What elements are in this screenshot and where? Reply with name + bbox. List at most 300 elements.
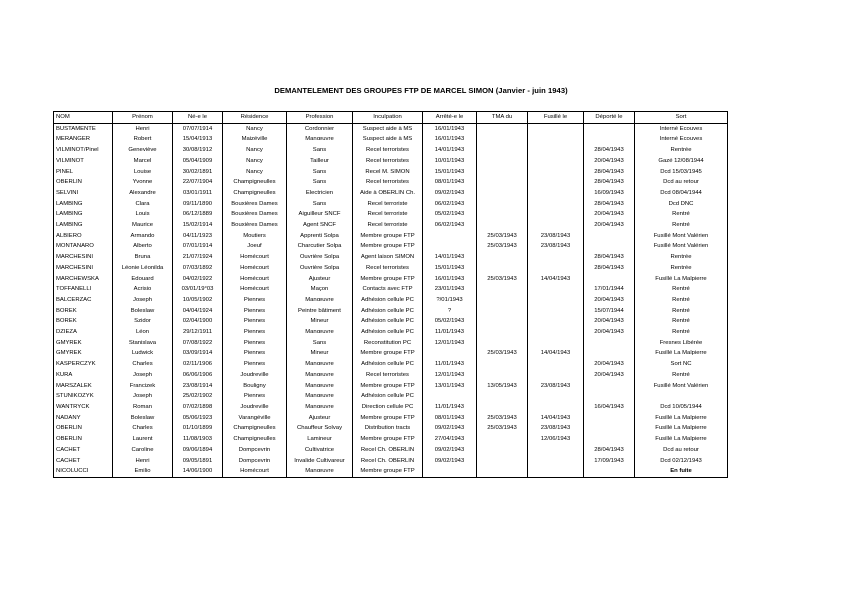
cell-deporte: 20/04/1943 bbox=[584, 220, 635, 231]
cell-residence: Homécourt bbox=[223, 274, 287, 285]
cell-sort: Rentré bbox=[635, 209, 728, 220]
cell-tma: 25/03/1943 bbox=[477, 241, 528, 252]
cell-nom: OBERLIN bbox=[54, 434, 113, 445]
cell-fusille bbox=[528, 167, 584, 178]
cell-profession: Sans bbox=[287, 145, 353, 156]
cell-profession: Charcutier Solpa bbox=[287, 241, 353, 252]
cell-deporte: 17/01/1944 bbox=[584, 284, 635, 295]
cell-tma bbox=[477, 327, 528, 338]
cell-prenom: Roman bbox=[113, 402, 173, 413]
cell-profession: Ajusteur bbox=[287, 413, 353, 424]
cell-prenom: Charles bbox=[113, 423, 173, 434]
cell-naissance: 07/01/1914 bbox=[173, 241, 223, 252]
cell-sort: Rentrée bbox=[635, 263, 728, 274]
cell-nom: MONTANARO bbox=[54, 241, 113, 252]
cell-naissance: 09/11/1890 bbox=[173, 199, 223, 210]
cell-fusille: 14/04/1943 bbox=[528, 274, 584, 285]
cell-sort: Dcd 10/05/1944 bbox=[635, 402, 728, 413]
cell-tma bbox=[477, 445, 528, 456]
cell-naissance: 05/04/1909 bbox=[173, 156, 223, 167]
cell-nom: LAMBING bbox=[54, 199, 113, 210]
cell-residence: Nancy bbox=[223, 167, 287, 178]
cell-prenom: Joseph bbox=[113, 391, 173, 402]
cell-inculpation: Recel M. SIMON bbox=[353, 167, 423, 178]
cell-prenom: Acrisio bbox=[113, 284, 173, 295]
cell-arrestation: 27/04/1943 bbox=[423, 434, 477, 445]
table-row bbox=[54, 370, 728, 381]
cell-tma bbox=[477, 284, 528, 295]
cell-tma bbox=[477, 188, 528, 199]
cell-fusille bbox=[528, 284, 584, 295]
cell-prenom: Charles bbox=[113, 359, 173, 370]
header-row bbox=[54, 112, 728, 124]
cell-inculpation: Agent laison SIMON bbox=[353, 252, 423, 263]
cell-deporte: 28/04/1943 bbox=[584, 145, 635, 156]
cell-sort: Dcd 15/03/1945 bbox=[635, 167, 728, 178]
cell-nom: MARCHESINI bbox=[54, 252, 113, 263]
document-title: DEMANTELEMENT DES GROUPES FTP DE MARCEL SIMON (Janvier - juin 1943) bbox=[274, 86, 568, 95]
cell-residence: Bouligny bbox=[223, 381, 287, 392]
cell-residence: Nancy bbox=[223, 156, 287, 167]
cell-fusille: 23/08/1943 bbox=[528, 241, 584, 252]
cell-residence: Homécourt bbox=[223, 466, 287, 477]
cell-profession: Ouvrière Solpa bbox=[287, 263, 353, 274]
cell-deporte: 16/04/1943 bbox=[584, 402, 635, 413]
cell-inculpation: Adhésion cellule PC bbox=[353, 391, 423, 402]
cell-tma: 25/03/1943 bbox=[477, 274, 528, 285]
cell-arrestation: 16/01/1943 bbox=[423, 123, 477, 134]
cell-fusille bbox=[528, 145, 584, 156]
cell-nom: CACHET bbox=[54, 456, 113, 467]
cell-profession: Chauffeur Solvay bbox=[287, 423, 353, 434]
cell-inculpation: Recel Ch. OBERLIN bbox=[353, 456, 423, 467]
cell-inculpation: Adhésion cellule PC bbox=[353, 306, 423, 317]
cell-residence: Piennes bbox=[223, 306, 287, 317]
cell-inculpation: Adhésion cellule PC bbox=[353, 295, 423, 306]
cell-arrestation: 14/01/1943 bbox=[423, 252, 477, 263]
cell-fusille bbox=[528, 252, 584, 263]
cell-sort: Fusillé La Malpierre bbox=[635, 413, 728, 424]
cell-fusille bbox=[528, 306, 584, 317]
cell-naissance: 25/02/1902 bbox=[173, 391, 223, 402]
cell-residence: Piennes bbox=[223, 338, 287, 349]
cell-sort: Rentré bbox=[635, 220, 728, 231]
cell-deporte bbox=[584, 123, 635, 134]
table-row bbox=[54, 456, 728, 467]
cell-inculpation: Recel terroristes bbox=[353, 145, 423, 156]
cell-residence: Homécourt bbox=[223, 263, 287, 274]
cell-fusille bbox=[528, 123, 584, 134]
column-header-tma: TMA du bbox=[477, 112, 528, 124]
cell-sort: Rentré bbox=[635, 284, 728, 295]
table-row bbox=[54, 167, 728, 178]
cell-residence: Champigneulles bbox=[223, 434, 287, 445]
cell-deporte bbox=[584, 466, 635, 477]
cell-tma bbox=[477, 134, 528, 145]
cell-naissance: 15/02/1914 bbox=[173, 220, 223, 231]
cell-fusille: 14/04/1943 bbox=[528, 348, 584, 359]
table-row bbox=[54, 391, 728, 402]
table-row bbox=[54, 231, 728, 242]
cell-sort: Fusillé Mont Valérien bbox=[635, 381, 728, 392]
cell-fusille bbox=[528, 199, 584, 210]
cell-fusille: 23/08/1943 bbox=[528, 423, 584, 434]
cell-residence: Piennes bbox=[223, 359, 287, 370]
cell-residence: Nancy bbox=[223, 123, 287, 134]
cell-fusille bbox=[528, 263, 584, 274]
cell-deporte: 28/04/1943 bbox=[584, 263, 635, 274]
cell-residence: Champigneulles bbox=[223, 177, 287, 188]
cell-prenom: Szidor bbox=[113, 316, 173, 327]
cell-prenom: Léon bbox=[113, 327, 173, 338]
cell-fusille bbox=[528, 370, 584, 381]
cell-inculpation: Reconstitution PC bbox=[353, 338, 423, 349]
cell-inculpation: Adhésion cellule PC bbox=[353, 316, 423, 327]
cell-prenom: Geneviève bbox=[113, 145, 173, 156]
table-body bbox=[54, 123, 728, 477]
cell-arrestation: 05/02/1943 bbox=[423, 209, 477, 220]
cell-sort: Interné Ecouves bbox=[635, 123, 728, 134]
cell-tma bbox=[477, 145, 528, 156]
table-row bbox=[54, 466, 728, 477]
cell-nom: BALCERZAC bbox=[54, 295, 113, 306]
cell-fusille bbox=[528, 391, 584, 402]
cell-fusille bbox=[528, 156, 584, 167]
cell-residence: Moutiers bbox=[223, 231, 287, 242]
cell-tma bbox=[477, 456, 528, 467]
cell-sort: Fusillé La Malpierre bbox=[635, 274, 728, 285]
cell-naissance: 01/10/1899 bbox=[173, 423, 223, 434]
cell-sort: Rentrée bbox=[635, 252, 728, 263]
cell-profession: Manœuvre bbox=[287, 370, 353, 381]
cell-sort: Interné Ecouves bbox=[635, 134, 728, 145]
cell-tma bbox=[477, 252, 528, 263]
cell-sort: Dcd au retour bbox=[635, 177, 728, 188]
cell-naissance: 29/12/1911 bbox=[173, 327, 223, 338]
cell-inculpation: Membre groupe FTP bbox=[353, 466, 423, 477]
cell-fusille: 23/08/1943 bbox=[528, 231, 584, 242]
table-row bbox=[54, 445, 728, 456]
cell-residence: Piennes bbox=[223, 348, 287, 359]
cell-inculpation: Recel terroristes bbox=[353, 263, 423, 274]
cell-sort: Dcd au retour bbox=[635, 445, 728, 456]
cell-tma bbox=[477, 123, 528, 134]
column-header-nom: NOM bbox=[54, 112, 113, 124]
cell-naissance: 03/09/1914 bbox=[173, 348, 223, 359]
table-row bbox=[54, 156, 728, 167]
cell-naissance: 07/02/1898 bbox=[173, 402, 223, 413]
cell-arrestation bbox=[423, 241, 477, 252]
cell-nom: WANTRYCK bbox=[54, 402, 113, 413]
cell-profession: Agent SNCF bbox=[287, 220, 353, 231]
cell-tma: 25/03/1943 bbox=[477, 423, 528, 434]
table-row bbox=[54, 134, 728, 145]
cell-prenom: Edouard bbox=[113, 274, 173, 285]
cell-deporte: 20/04/1943 bbox=[584, 156, 635, 167]
cell-inculpation: Membre groupe FTP bbox=[353, 413, 423, 424]
cell-prenom: Armando bbox=[113, 231, 173, 242]
cell-arrestation: 14/01/1943 bbox=[423, 145, 477, 156]
cell-tma bbox=[477, 263, 528, 274]
cell-sort: Fusillé La Malpierre bbox=[635, 423, 728, 434]
cell-profession: Lamineur bbox=[287, 434, 353, 445]
cell-tma: 25/03/1943 bbox=[477, 413, 528, 424]
cell-arrestation: 11/01/1943 bbox=[423, 359, 477, 370]
cell-fusille bbox=[528, 134, 584, 145]
cell-naissance: 02/11/1906 bbox=[173, 359, 223, 370]
cell-prenom: Emilio bbox=[113, 466, 173, 477]
cell-arrestation: 09/02/1943 bbox=[423, 445, 477, 456]
cell-deporte: 28/04/1943 bbox=[584, 167, 635, 178]
cell-nom: VILMINOT bbox=[54, 156, 113, 167]
cell-profession: Manœuvre bbox=[287, 295, 353, 306]
cell-naissance: 04/04/1924 bbox=[173, 306, 223, 317]
cell-sort: Dcd 02/12/1943 bbox=[635, 456, 728, 467]
cell-prenom: Laurent bbox=[113, 434, 173, 445]
table-row bbox=[54, 123, 728, 134]
cell-nom: CACHET bbox=[54, 445, 113, 456]
cell-profession: Invalide Cultivareur bbox=[287, 456, 353, 467]
cell-prenom: Robert bbox=[113, 134, 173, 145]
cell-profession: Electricien bbox=[287, 188, 353, 199]
cell-fusille: 23/08/1943 bbox=[528, 381, 584, 392]
cell-deporte: 28/04/1943 bbox=[584, 177, 635, 188]
cell-inculpation: Recel terroristes bbox=[353, 370, 423, 381]
cell-sort: Fusillé Mont Valérien bbox=[635, 231, 728, 242]
cell-inculpation: Recel terroristes bbox=[353, 177, 423, 188]
cell-sort: Rentré bbox=[635, 306, 728, 317]
cell-nom: TOFFANELLI bbox=[54, 284, 113, 295]
cell-naissance: 02/04/1900 bbox=[173, 316, 223, 327]
cell-profession: Manœuvre bbox=[287, 327, 353, 338]
cell-deporte bbox=[584, 434, 635, 445]
cell-deporte bbox=[584, 338, 635, 349]
cell-prenom: Henri bbox=[113, 123, 173, 134]
cell-nom: MARSZALEK bbox=[54, 381, 113, 392]
column-header-sort: Sort bbox=[635, 112, 728, 124]
cell-arrestation bbox=[423, 466, 477, 477]
cell-fusille bbox=[528, 177, 584, 188]
cell-profession: Manœuvre bbox=[287, 391, 353, 402]
table-row bbox=[54, 316, 728, 327]
cell-deporte bbox=[584, 231, 635, 242]
cell-tma bbox=[477, 338, 528, 349]
cell-arrestation: 16/01/1943 bbox=[423, 274, 477, 285]
cell-inculpation: Membre groupe FTP bbox=[353, 274, 423, 285]
cell-sort: Rentré bbox=[635, 316, 728, 327]
cell-deporte: 28/04/1943 bbox=[584, 252, 635, 263]
cell-residence: Piennes bbox=[223, 391, 287, 402]
cell-residence: Homécourt bbox=[223, 252, 287, 263]
cell-prenom: Yvonne bbox=[113, 177, 173, 188]
cell-nom: BOREK bbox=[54, 306, 113, 317]
cell-inculpation: Recel terroriste bbox=[353, 209, 423, 220]
cell-naissance: 03/01/19°03 bbox=[173, 284, 223, 295]
cell-arrestation: 11/01/1943 bbox=[423, 327, 477, 338]
table-row bbox=[54, 145, 728, 156]
cell-fusille bbox=[528, 327, 584, 338]
cell-nom: BOREK bbox=[54, 316, 113, 327]
cell-tma bbox=[477, 402, 528, 413]
cell-arrestation: ?/01/1943 bbox=[423, 295, 477, 306]
cell-arrestation bbox=[423, 231, 477, 242]
cell-profession: Manœuvre bbox=[287, 381, 353, 392]
cell-arrestation: ? bbox=[423, 306, 477, 317]
cell-arrestation bbox=[423, 348, 477, 359]
cell-nom: KASPERCZYK bbox=[54, 359, 113, 370]
cell-inculpation: Recel terroriste bbox=[353, 199, 423, 210]
table-row bbox=[54, 209, 728, 220]
cell-deporte bbox=[584, 391, 635, 402]
cell-profession: Tailleur bbox=[287, 156, 353, 167]
cell-profession: Aiguilleur SNCF bbox=[287, 209, 353, 220]
table-row bbox=[54, 274, 728, 285]
cell-naissance: 04/11/1923 bbox=[173, 231, 223, 242]
cell-prenom: Maurice bbox=[113, 220, 173, 231]
cell-nom: MARCHESINI bbox=[54, 263, 113, 274]
table-row bbox=[54, 241, 728, 252]
cell-tma bbox=[477, 306, 528, 317]
cell-inculpation: Membre groupe FTP bbox=[353, 434, 423, 445]
cell-inculpation: Membre groupe FTP bbox=[353, 348, 423, 359]
cell-inculpation: Recel Ch. OBERLIN bbox=[353, 445, 423, 456]
table-row bbox=[54, 263, 728, 274]
cell-tma bbox=[477, 434, 528, 445]
cell-tma bbox=[477, 316, 528, 327]
cell-deporte: 20/04/1943 bbox=[584, 327, 635, 338]
cell-sort bbox=[635, 391, 728, 402]
cell-deporte bbox=[584, 134, 635, 145]
cell-inculpation: Contacts avec FTP bbox=[353, 284, 423, 295]
cell-naissance: 30/02/1891 bbox=[173, 167, 223, 178]
cell-sort: Rentré bbox=[635, 370, 728, 381]
cell-inculpation: Recel terroristes bbox=[353, 156, 423, 167]
cell-profession: Manœuvre bbox=[287, 359, 353, 370]
cell-sort: Fresnes Libérée bbox=[635, 338, 728, 349]
cell-nom: NICOLUCCI bbox=[54, 466, 113, 477]
cell-tma: 25/03/1943 bbox=[477, 348, 528, 359]
cell-naissance: 09/05/1891 bbox=[173, 456, 223, 467]
cell-prenom: Louise bbox=[113, 167, 173, 178]
cell-nom: KURA bbox=[54, 370, 113, 381]
cell-profession: Peintre bâtiment bbox=[287, 306, 353, 317]
table-row bbox=[54, 295, 728, 306]
cell-residence: Maizéville bbox=[223, 134, 287, 145]
table-row bbox=[54, 423, 728, 434]
cell-profession: Mineur bbox=[287, 316, 353, 327]
table-row bbox=[54, 177, 728, 188]
cell-sort: Dcd 08/04/1944 bbox=[635, 188, 728, 199]
cell-profession: Mineur bbox=[287, 348, 353, 359]
cell-nom: NADANY bbox=[54, 413, 113, 424]
cell-profession: Cultivatrice bbox=[287, 445, 353, 456]
cell-tma: 25/03/1943 bbox=[477, 231, 528, 242]
cell-nom: OBERLIN bbox=[54, 177, 113, 188]
cell-deporte: 20/04/1943 bbox=[584, 316, 635, 327]
cell-naissance: 14/06/1900 bbox=[173, 466, 223, 477]
cell-residence: Dompcevrin bbox=[223, 456, 287, 467]
cell-prenom: Boleslaw bbox=[113, 306, 173, 317]
cell-fusille bbox=[528, 295, 584, 306]
cell-fusille bbox=[528, 456, 584, 467]
cell-inculpation: Adhésion cellule PC bbox=[353, 359, 423, 370]
cell-tma bbox=[477, 177, 528, 188]
cell-nom: PINEL bbox=[54, 167, 113, 178]
cell-deporte: 20/04/1943 bbox=[584, 370, 635, 381]
cell-naissance: 03/01/1911 bbox=[173, 188, 223, 199]
cell-naissance: 05/06/1923 bbox=[173, 413, 223, 424]
cell-deporte bbox=[584, 381, 635, 392]
cell-fusille bbox=[528, 338, 584, 349]
cell-prenom: Joseph bbox=[113, 295, 173, 306]
cell-naissance: 07/07/1914 bbox=[173, 123, 223, 134]
cell-tma bbox=[477, 466, 528, 477]
cell-profession: Apprenti Solpa bbox=[287, 231, 353, 242]
cell-fusille bbox=[528, 466, 584, 477]
cell-deporte: 20/04/1943 bbox=[584, 295, 635, 306]
column-header-deporte: Déporté le bbox=[584, 112, 635, 124]
table-row bbox=[54, 338, 728, 349]
cell-profession: Manœuvre bbox=[287, 134, 353, 145]
cell-tma bbox=[477, 391, 528, 402]
cell-residence: Bouxières Dames bbox=[223, 209, 287, 220]
cell-residence: Joeuf bbox=[223, 241, 287, 252]
cell-nom: SELVINI bbox=[54, 188, 113, 199]
cell-sort: Gazé 12/08/1944 bbox=[635, 156, 728, 167]
cell-inculpation: Membre groupe FTP bbox=[353, 231, 423, 242]
cell-residence: Homécourt bbox=[223, 284, 287, 295]
table-row bbox=[54, 188, 728, 199]
table-row bbox=[54, 252, 728, 263]
cell-profession: Maçon bbox=[287, 284, 353, 295]
cell-fusille bbox=[528, 220, 584, 231]
cell-tma bbox=[477, 359, 528, 370]
cell-nom: LAMBING bbox=[54, 220, 113, 231]
cell-arrestation: 10/01/1943 bbox=[423, 156, 477, 167]
cell-naissance: 10/05/1902 bbox=[173, 295, 223, 306]
cell-naissance: 11/08/1903 bbox=[173, 434, 223, 445]
cell-sort: Fusillé La Malpierre bbox=[635, 434, 728, 445]
cell-arrestation: 06/02/1943 bbox=[423, 220, 477, 231]
cell-fusille: 12/06/1943 bbox=[528, 434, 584, 445]
cell-arrestation: 12/01/1943 bbox=[423, 338, 477, 349]
cell-nom: DZIEZA bbox=[54, 327, 113, 338]
cell-nom: BUSTAMENTE bbox=[54, 123, 113, 134]
cell-tma bbox=[477, 295, 528, 306]
cell-inculpation: Membre groupe FTP bbox=[353, 381, 423, 392]
cell-fusille: 14/04/1943 bbox=[528, 413, 584, 424]
cell-naissance: 15/04/1913 bbox=[173, 134, 223, 145]
column-header-naissance: Né-e le bbox=[173, 112, 223, 124]
cell-profession: Sans bbox=[287, 199, 353, 210]
cell-residence: Dompcevrin bbox=[223, 445, 287, 456]
cell-fusille bbox=[528, 402, 584, 413]
cell-residence: Champigneulles bbox=[223, 423, 287, 434]
cell-arrestation: 08/01/1943 bbox=[423, 177, 477, 188]
roster-table bbox=[53, 111, 728, 478]
cell-naissance: 22/07/1904 bbox=[173, 177, 223, 188]
cell-naissance: 23/08/1914 bbox=[173, 381, 223, 392]
cell-fusille bbox=[528, 188, 584, 199]
cell-nom: ALBIERO bbox=[54, 231, 113, 242]
cell-profession: Sans bbox=[287, 338, 353, 349]
cell-profession: Sans bbox=[287, 177, 353, 188]
cell-arrestation: 16/01/1943 bbox=[423, 134, 477, 145]
cell-tma bbox=[477, 199, 528, 210]
cell-residence: Piennes bbox=[223, 295, 287, 306]
cell-naissance: 06/06/1906 bbox=[173, 370, 223, 381]
cell-profession: Cordonnier bbox=[287, 123, 353, 134]
